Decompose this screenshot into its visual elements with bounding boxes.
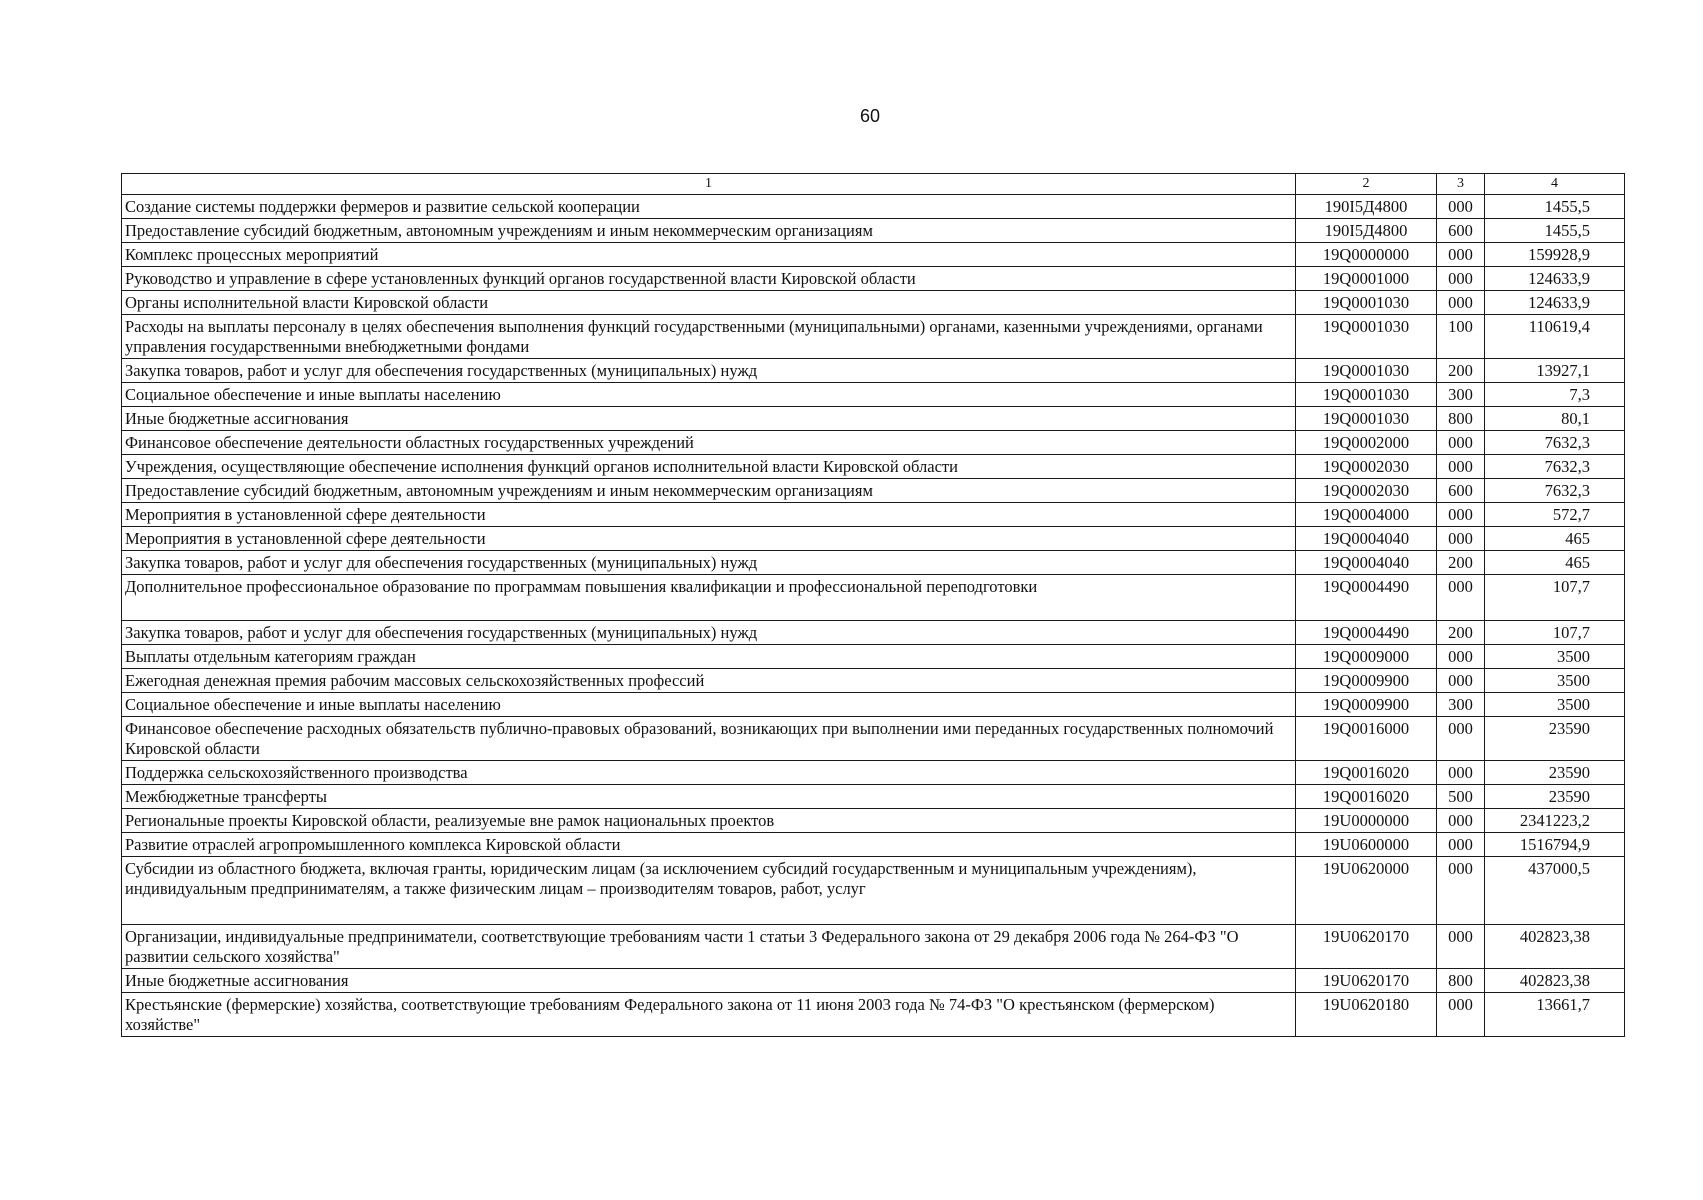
row-expense-type: 000 (1437, 575, 1485, 621)
row-code: 19U0000000 (1296, 809, 1437, 833)
row-amount: 23590 (1485, 761, 1625, 785)
table-row (122, 243, 1625, 267)
table-row (122, 993, 1625, 1037)
row-amount: 7632,3 (1485, 455, 1625, 479)
row-amount: 7,3 (1485, 383, 1625, 407)
row-amount: 159928,9 (1485, 243, 1625, 267)
row-amount: 107,7 (1485, 621, 1625, 645)
row-amount: 23590 (1485, 785, 1625, 809)
row-code: 19Q0004040 (1296, 551, 1437, 575)
table-row (122, 621, 1625, 645)
row-name: Организации, индивидуальные предприниматели, соответствующие требованиям части 1 статьи 3 Федерального закона от 29 декабря 2006 года № 264-ФЗ "О развитии сельского хозяйства" (122, 925, 1296, 969)
budget-table (121, 173, 1625, 1037)
row-amount: 437000,5 (1485, 857, 1625, 925)
row-code: 19Q0016020 (1296, 761, 1437, 785)
table-body (122, 195, 1625, 1037)
row-code: 19U0620180 (1296, 993, 1437, 1037)
row-expense-type: 100 (1437, 315, 1485, 359)
row-expense-type: 000 (1437, 455, 1485, 479)
table-header (122, 174, 1625, 195)
header-col-4: 4 (1485, 174, 1625, 195)
row-amount: 107,7 (1485, 575, 1625, 621)
row-name: Иные бюджетные ассигнования (122, 969, 1296, 993)
row-expense-type: 000 (1437, 503, 1485, 527)
row-code: 19Q0001030 (1296, 315, 1437, 359)
row-expense-type: 300 (1437, 383, 1485, 407)
row-code: 19Q0002030 (1296, 455, 1437, 479)
table-row (122, 833, 1625, 857)
table-row (122, 575, 1625, 621)
row-amount: 465 (1485, 527, 1625, 551)
row-code: 19U0620170 (1296, 925, 1437, 969)
row-code: 19Q0004040 (1296, 527, 1437, 551)
row-expense-type: 500 (1437, 785, 1485, 809)
row-name: Финансовое обеспечение деятельности областных государственных учреждений (122, 431, 1296, 455)
row-code: 19Q0004490 (1296, 621, 1437, 645)
row-expense-type: 000 (1437, 431, 1485, 455)
row-code: 19Q0004000 (1296, 503, 1437, 527)
row-code: 19Q0009000 (1296, 645, 1437, 669)
row-code: 19Q0001030 (1296, 359, 1437, 383)
row-expense-type: 000 (1437, 717, 1485, 761)
table-row (122, 503, 1625, 527)
row-expense-type: 000 (1437, 291, 1485, 315)
row-amount: 2341223,2 (1485, 809, 1625, 833)
row-code: 190I5Д4800 (1296, 195, 1437, 219)
row-expense-type: 000 (1437, 267, 1485, 291)
row-expense-type: 000 (1437, 645, 1485, 669)
row-expense-type: 000 (1437, 527, 1485, 551)
row-amount: 23590 (1485, 717, 1625, 761)
table-row (122, 785, 1625, 809)
table-row (122, 407, 1625, 431)
row-name: Межбюджетные трансферты (122, 785, 1296, 809)
row-name: Субсидии из областного бюджета, включая гранты, юридическим лицам (за исключением субсидий государственным и муниципальным учреждениям), индивидуальным предпринимателям, а также физическим лицам – производителям товаров, работ, услуг (122, 857, 1296, 925)
row-expense-type: 200 (1437, 359, 1485, 383)
row-amount: 80,1 (1485, 407, 1625, 431)
row-code: 19Q0009900 (1296, 693, 1437, 717)
header-col-3: 3 (1437, 174, 1485, 195)
row-amount: 402823,38 (1485, 925, 1625, 969)
row-expense-type: 000 (1437, 761, 1485, 785)
header-col-1: 1 (122, 174, 1296, 195)
row-amount: 110619,4 (1485, 315, 1625, 359)
table-row (122, 969, 1625, 993)
header-row (122, 174, 1625, 195)
row-name: Социальное обеспечение и иные выплаты населению (122, 693, 1296, 717)
row-expense-type: 600 (1437, 479, 1485, 503)
table-row (122, 669, 1625, 693)
row-expense-type: 000 (1437, 925, 1485, 969)
row-name: Выплаты отдельным категориям граждан (122, 645, 1296, 669)
table-row (122, 315, 1625, 359)
row-expense-type: 200 (1437, 551, 1485, 575)
row-code: 19U0620000 (1296, 857, 1437, 925)
row-name: Учреждения, осуществляющие обеспечение исполнения функций органов исполнительной власти Кировской области (122, 455, 1296, 479)
row-code: 19Q0001030 (1296, 291, 1437, 315)
row-name: Крестьянские (фермерские) хозяйства, соответствующие требованиям Федерального закона от 11 июня 2003 года № 74-ФЗ "О крестьянском (фермерском) хозяйстве" (122, 993, 1296, 1037)
row-name: Социальное обеспечение и иные выплаты населению (122, 383, 1296, 407)
row-expense-type: 800 (1437, 969, 1485, 993)
row-name: Закупка товаров, работ и услуг для обеспечения государственных (муниципальных) нужд (122, 359, 1296, 383)
table-row (122, 479, 1625, 503)
row-name: Предоставление субсидий бюджетным, автономным учреждениям и иным некоммерческим организациям (122, 219, 1296, 243)
row-code: 190I5Д4800 (1296, 219, 1437, 243)
table-row (122, 383, 1625, 407)
row-expense-type: 300 (1437, 693, 1485, 717)
row-name: Создание системы поддержки фермеров и развитие сельской кооперации (122, 195, 1296, 219)
row-code: 19Q0004490 (1296, 575, 1437, 621)
table-row (122, 717, 1625, 761)
row-code: 19Q0001030 (1296, 383, 1437, 407)
table-row (122, 431, 1625, 455)
row-expense-type: 000 (1437, 243, 1485, 267)
table-row (122, 527, 1625, 551)
row-name: Расходы на выплаты персоналу в целях обеспечения выполнения функций государственными (муниципальными) органами, казенными учреждениями, органами управления государственными внебюджетными фондами (122, 315, 1296, 359)
row-code: 19Q0000000 (1296, 243, 1437, 267)
row-amount: 124633,9 (1485, 291, 1625, 315)
row-expense-type: 000 (1437, 833, 1485, 857)
row-expense-type: 000 (1437, 993, 1485, 1037)
row-name: Поддержка сельскохозяйственного производства (122, 761, 1296, 785)
row-amount: 3500 (1485, 669, 1625, 693)
row-name: Руководство и управление в сфере установленных функций органов государственной власти Кировской области (122, 267, 1296, 291)
table-row (122, 645, 1625, 669)
row-amount: 124633,9 (1485, 267, 1625, 291)
row-amount: 3500 (1485, 645, 1625, 669)
row-amount: 402823,38 (1485, 969, 1625, 993)
row-code: 19U0620170 (1296, 969, 1437, 993)
header-col-2: 2 (1296, 174, 1437, 195)
row-name: Закупка товаров, работ и услуг для обеспечения государственных (муниципальных) нужд (122, 551, 1296, 575)
row-name: Органы исполнительной власти Кировской области (122, 291, 1296, 315)
row-name: Закупка товаров, работ и услуг для обеспечения государственных (муниципальных) нужд (122, 621, 1296, 645)
row-name: Иные бюджетные ассигнования (122, 407, 1296, 431)
row-name: Комплекс процессных мероприятий (122, 243, 1296, 267)
row-code: 19Q0016020 (1296, 785, 1437, 809)
row-name: Мероприятия в установленной сфере деятельности (122, 527, 1296, 551)
row-name: Предоставление субсидий бюджетным, автономным учреждениям и иным некоммерческим организациям (122, 479, 1296, 503)
row-code: 19Q0009900 (1296, 669, 1437, 693)
page-number: 60 (859, 106, 881, 126)
table-row (122, 359, 1625, 383)
row-name: Развитие отраслей агропромышленного комплекса Кировской области (122, 833, 1296, 857)
row-amount: 572,7 (1485, 503, 1625, 527)
row-expense-type: 000 (1437, 669, 1485, 693)
table-row (122, 455, 1625, 479)
row-code: 19Q0001000 (1296, 267, 1437, 291)
table-row (122, 809, 1625, 833)
table-row (122, 219, 1625, 243)
table-row (122, 291, 1625, 315)
row-name: Ежегодная денежная премия рабочим массовых сельскохозяйственных профессий (122, 669, 1296, 693)
row-expense-type: 200 (1437, 621, 1485, 645)
row-expense-type: 000 (1437, 809, 1485, 833)
row-amount: 1455,5 (1485, 195, 1625, 219)
row-expense-type: 000 (1437, 857, 1485, 925)
row-amount: 7632,3 (1485, 479, 1625, 503)
table-row (122, 761, 1625, 785)
row-expense-type: 800 (1437, 407, 1485, 431)
row-amount: 7632,3 (1485, 431, 1625, 455)
table-row (122, 267, 1625, 291)
row-amount: 3500 (1485, 693, 1625, 717)
table-row (122, 925, 1625, 969)
row-code: 19Q0002000 (1296, 431, 1437, 455)
row-amount: 13927,1 (1485, 359, 1625, 383)
row-code: 19U0600000 (1296, 833, 1437, 857)
row-name: Финансовое обеспечение расходных обязательств публично-правовых образований, возникающих при выполнении ими переданных государственных полномочий Кировской области (122, 717, 1296, 761)
table-row (122, 693, 1625, 717)
row-code: 19Q0016000 (1296, 717, 1437, 761)
row-expense-type: 600 (1437, 219, 1485, 243)
row-name: Дополнительное профессиональное образование по программам повышения квалификации и профессиональной переподготовки (122, 575, 1296, 621)
row-amount: 465 (1485, 551, 1625, 575)
row-amount: 13661,7 (1485, 993, 1625, 1037)
row-name: Региональные проекты Кировской области, реализуемые вне рамок национальных проектов (122, 809, 1296, 833)
row-amount: 1516794,9 (1485, 833, 1625, 857)
row-expense-type: 000 (1437, 195, 1485, 219)
row-code: 19Q0002030 (1296, 479, 1437, 503)
table-row (122, 195, 1625, 219)
row-amount: 1455,5 (1485, 219, 1625, 243)
row-name: Мероприятия в установленной сфере деятельности (122, 503, 1296, 527)
table-row (122, 551, 1625, 575)
row-code: 19Q0001030 (1296, 407, 1437, 431)
table-row (122, 857, 1625, 925)
